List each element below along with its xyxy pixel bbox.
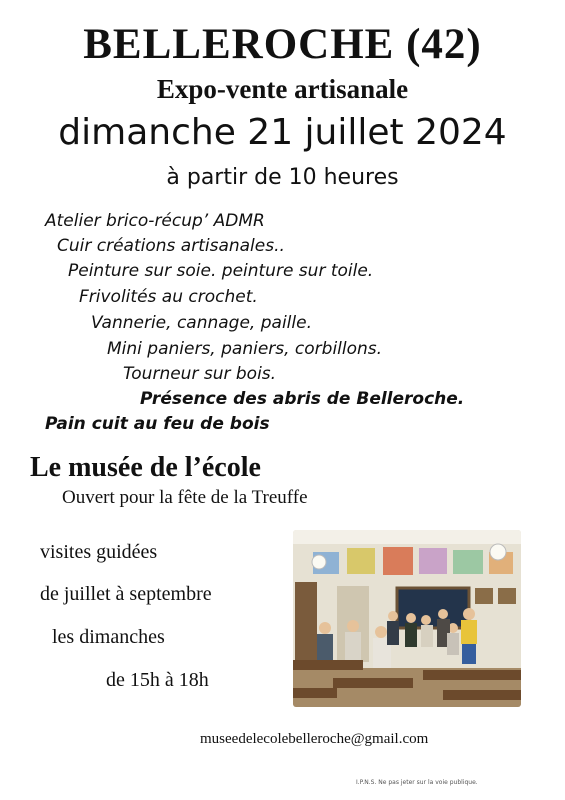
exhibitor-item: Présence des abris de Belleroche. [140, 389, 465, 409]
exhibitor-item: Pain cuit au feu de bois [45, 414, 270, 434]
exhibitor-item: Tourneur sur bois. [123, 364, 277, 384]
exhibitor-item: Cuir créations artisanales.. [57, 236, 285, 256]
poster-subtitle: Expo-vente artisanale [156, 74, 409, 104]
museum-title: Le musée de l’école [30, 452, 261, 483]
exhibitor-item: Mini paniers, paniers, corbillons. [107, 339, 383, 359]
visit-line: les dimanches [52, 626, 165, 648]
contact-email: museedelecolebelleroche@gmail.com [200, 731, 429, 747]
visit-line: de juillet à septembre [40, 583, 212, 605]
exhibitor-item: Frivolités au crochet. [79, 287, 258, 307]
exhibitor-item: Atelier brico-récup’ ADMR [45, 211, 265, 231]
poster-title: BELLEROCHE (42) [83, 21, 482, 68]
exhibitor-item: Peinture sur soie. peinture sur toile. [68, 261, 374, 281]
exhibitor-item: Vannerie, cannage, paille. [91, 313, 312, 333]
visit-line: visites guidées [40, 541, 158, 563]
footer-note: I.P.N.S. Ne pas jeter sur la voie publique. [356, 779, 478, 786]
museum-subtitle: Ouvert pour la fête de la Treuffe [62, 487, 308, 508]
visit-line: de 15h à 18h [106, 669, 209, 691]
event-time: à partir de 10 heures [166, 165, 399, 190]
event-date: dimanche 21 juillet 2024 [58, 112, 507, 153]
classroom-photo [293, 530, 521, 707]
